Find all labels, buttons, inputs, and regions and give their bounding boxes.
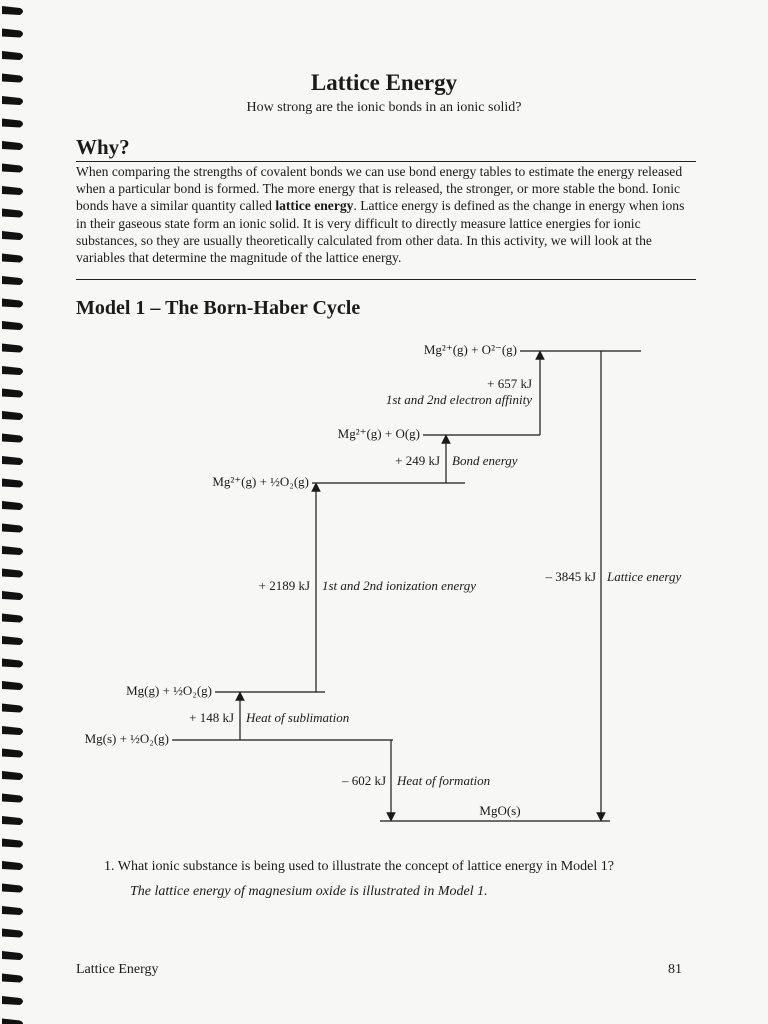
label-sublimation: Heat of sublimation [246,710,350,725]
value-formation: – 602 kJ [341,773,386,788]
label-top-level: Mg²⁺(g) + O²⁻(g) [423,342,517,357]
label-bond-energy: Bond energy [452,453,518,468]
label-lattice: Lattice energy [607,569,682,584]
value-electron-affinity: + 657 kJ [487,376,532,391]
label-mgo: MgO(s) [479,803,521,818]
label-mg2-half-o2: Mg²⁺(g) + ½O₂(g) [212,474,309,489]
why-text: When comparing the strengths of covalent bonds we can use bond energy tables to estimate the energy released when a particular bond is formed. The more energy that is released, the stronger, or more stable the bond. Ionic bonds have a similar quantity called [76,164,683,214]
label-formation: Heat of formation [397,773,491,788]
value-ionization: + 2189 kJ [258,578,310,593]
why-heading: Why? [76,135,130,159]
why-text-after: . Lattice energy is defined as the change in energy when ions in their gaseous state form an ionic solid. It is very difficult to directly measure lattice energies for ionic substances, so they are usually theoretically calculated from other data. In this activity, we will look at the variables that determine the magnitude of the lattice energy. [76,198,685,266]
page-title: Lattice Energy [310,70,458,95]
question-1: 1. What ionic substance is being used to illustrate the concept of lattice energy in Model 1? [104,859,614,874]
page-number: 81 [668,962,682,977]
value-bond-energy: + 249 kJ [395,453,440,468]
value-lattice: – 3845 kJ [545,569,596,584]
why-bold-term: lattice energy [275,198,354,214]
footer-title: Lattice Energy [76,962,159,977]
label-mg-g: Mg(g) + ½O₂(g) [126,683,212,698]
label-mg2-o: Mg²⁺(g) + O(g) [337,426,420,441]
answer-1: The lattice energy of magnesium oxide is illustrated in Model 1. [130,884,488,899]
value-sublimation: + 148 kJ [189,710,234,725]
label-mg-s: Mg(s) + ½O₂(g) [84,731,169,746]
label-ionization: 1st and 2nd ionization energy [322,578,477,593]
model-heading: Model 1 – The Born-Haber Cycle [76,297,361,319]
page-subtitle: How strong are the ionic bonds in an ionic solid? [246,100,522,115]
label-electron-affinity: 1st and 2nd electron affinity [385,392,532,407]
